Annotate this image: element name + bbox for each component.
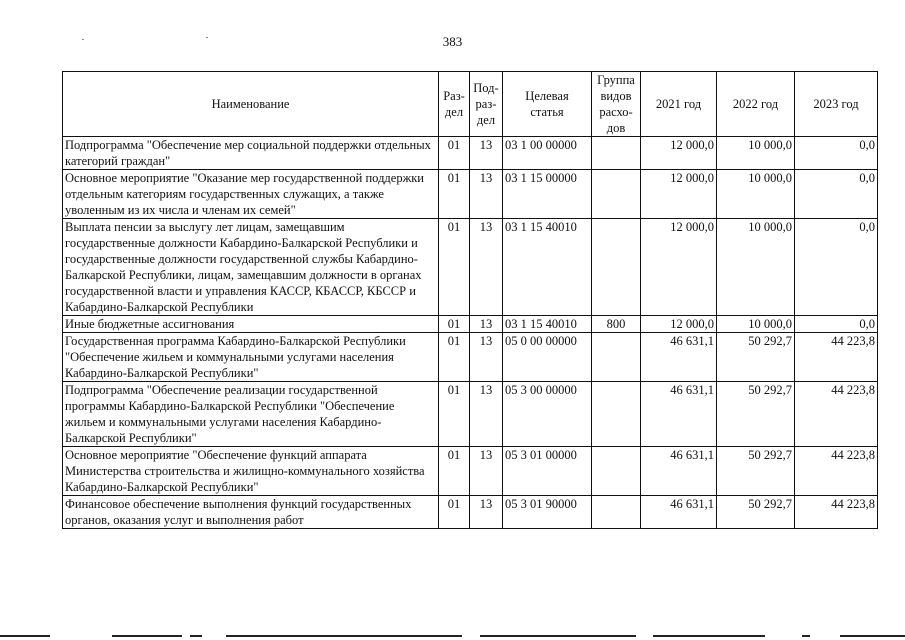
table-header-row (63, 72, 878, 137)
row-subsection: 13 (470, 137, 503, 170)
row-section: 01 (439, 137, 470, 170)
row-2021: 12 000,0 (641, 137, 717, 170)
table-row (63, 219, 878, 316)
row-group (592, 447, 641, 496)
row-2023: 0,0 (795, 219, 878, 316)
footer-rule (840, 635, 905, 637)
header-target (503, 72, 592, 137)
row-section: 01 (439, 382, 470, 447)
scan-speck (206, 37, 208, 38)
row-2022: 50 292,7 (717, 382, 795, 447)
row-2021: 46 631,1 (641, 333, 717, 382)
row-subsection: 13 (470, 333, 503, 382)
row-section: 01 (439, 447, 470, 496)
row-name: Подпрограмма "Обеспечение реализации государственной программы Кабардино-Балкарской Республики "Обеспечение жильем и коммунальными услугами населения Кабардино-Балкарской Республики" (63, 382, 439, 447)
row-section: 01 (439, 333, 470, 382)
row-target: 03 1 15 40010 (503, 219, 592, 316)
row-group (592, 219, 641, 316)
header-group-line: видов (600, 89, 632, 103)
footer-rule (802, 635, 810, 637)
row-name: Основное мероприятие "Оказание мер государственной поддержки отдельным категориям государственных служащих, а также уволенным из их числа и членам их семей" (63, 170, 439, 219)
row-group (592, 137, 641, 170)
row-2023: 0,0 (795, 137, 878, 170)
row-2023: 44 223,8 (795, 333, 878, 382)
row-target: 05 3 01 00000 (503, 447, 592, 496)
row-target: 05 3 00 00000 (503, 382, 592, 447)
row-2023: 0,0 (795, 316, 878, 333)
row-group (592, 170, 641, 219)
table-row (63, 333, 878, 382)
header-subsection-line: дел (476, 113, 496, 127)
header-target-line: статья (530, 105, 564, 119)
row-subsection: 13 (470, 382, 503, 447)
header-2023: 2023 год (795, 72, 878, 137)
page-number: 383 (442, 34, 463, 49)
header-group-line: расхо- (599, 105, 633, 119)
row-2021: 12 000,0 (641, 219, 717, 316)
row-section: 01 (439, 496, 470, 529)
row-2022: 10 000,0 (717, 170, 795, 219)
table-row (63, 170, 878, 219)
row-target: 05 3 01 90000 (503, 496, 592, 529)
row-group (592, 496, 641, 529)
row-target: 03 1 00 00000 (503, 137, 592, 170)
row-name: Выплата пенсии за выслугу лет лицам, замещавшим государственные должности Кабардино-Балкарской Республики и государственные должности государственной службы Кабардино-Балкарской Республики, лицам, замещавшим должности в органах государственной власти и управления КАССР, КБАССР, КБССР и Кабардино-Балкарской Республики (63, 219, 439, 316)
row-2022: 10 000,0 (717, 219, 795, 316)
row-2021: 46 631,1 (641, 382, 717, 447)
row-group (592, 333, 641, 382)
table-row (63, 137, 878, 170)
row-2022: 10 000,0 (717, 137, 795, 170)
footer-rule (653, 635, 765, 637)
row-target: 05 0 00 00000 (503, 333, 592, 382)
budget-table (62, 71, 878, 529)
header-subsection (470, 72, 503, 137)
row-2023: 44 223,8 (795, 496, 878, 529)
row-target: 03 1 15 00000 (503, 170, 592, 219)
header-group (592, 72, 641, 137)
header-name: Наименование (63, 72, 439, 137)
header-subsection-line: Под- (473, 81, 499, 95)
footer-rule (190, 635, 202, 637)
row-2022: 50 292,7 (717, 496, 795, 529)
row-subsection: 13 (470, 170, 503, 219)
row-name: Основное мероприятие "Обеспечение функций аппарата Министерства строительства и жилищно-коммунального хозяйства Кабардино-Балкарской Республики" (63, 447, 439, 496)
row-2023: 44 223,8 (795, 447, 878, 496)
row-2021: 12 000,0 (641, 316, 717, 333)
row-2022: 50 292,7 (717, 447, 795, 496)
header-2021: 2021 год (641, 72, 717, 137)
footer-rule (480, 635, 636, 637)
header-group-line: дов (606, 121, 626, 135)
row-target: 03 1 15 40010 (503, 316, 592, 333)
header-section-line: Раз- (443, 89, 465, 103)
row-2021: 46 631,1 (641, 447, 717, 496)
footer-rule (0, 635, 50, 637)
header-group-line: Группа (597, 73, 635, 87)
row-subsection: 13 (470, 316, 503, 333)
footer-rule (226, 635, 462, 637)
table-row (63, 382, 878, 447)
row-subsection: 13 (470, 447, 503, 496)
header-section (439, 72, 470, 137)
header-2022: 2022 год (717, 72, 795, 137)
header-subsection-line: раз- (475, 97, 497, 111)
row-name: Иные бюджетные ассигнования (63, 316, 439, 333)
row-group (592, 382, 641, 447)
row-subsection: 13 (470, 219, 503, 316)
row-section: 01 (439, 170, 470, 219)
row-2021: 46 631,1 (641, 496, 717, 529)
row-2022: 50 292,7 (717, 333, 795, 382)
footer-rule (112, 635, 182, 637)
scan-speck (82, 39, 84, 40)
row-2022: 10 000,0 (717, 316, 795, 333)
row-subsection: 13 (470, 496, 503, 529)
row-group: 800 (592, 316, 641, 333)
header-section-line: дел (444, 105, 464, 119)
header-target-line: Целевая (525, 89, 569, 103)
row-2021: 12 000,0 (641, 170, 717, 219)
row-section: 01 (439, 316, 470, 333)
table-row (63, 496, 878, 529)
table-row (63, 447, 878, 496)
row-name: Финансовое обеспечение выполнения функций государственных органов, оказания услуг и выполнения работ (63, 496, 439, 529)
row-name: Государственная программа Кабардино-Балкарской Республики "Обеспечение жильем и коммунальными услугами населения Кабардино-Балкарской Республики" (63, 333, 439, 382)
row-section: 01 (439, 219, 470, 316)
row-2023: 44 223,8 (795, 382, 878, 447)
row-2023: 0,0 (795, 170, 878, 219)
table-row (63, 316, 878, 333)
row-name: Подпрограмма "Обеспечение мер социальной поддержки отдельных категорий граждан" (63, 137, 439, 170)
